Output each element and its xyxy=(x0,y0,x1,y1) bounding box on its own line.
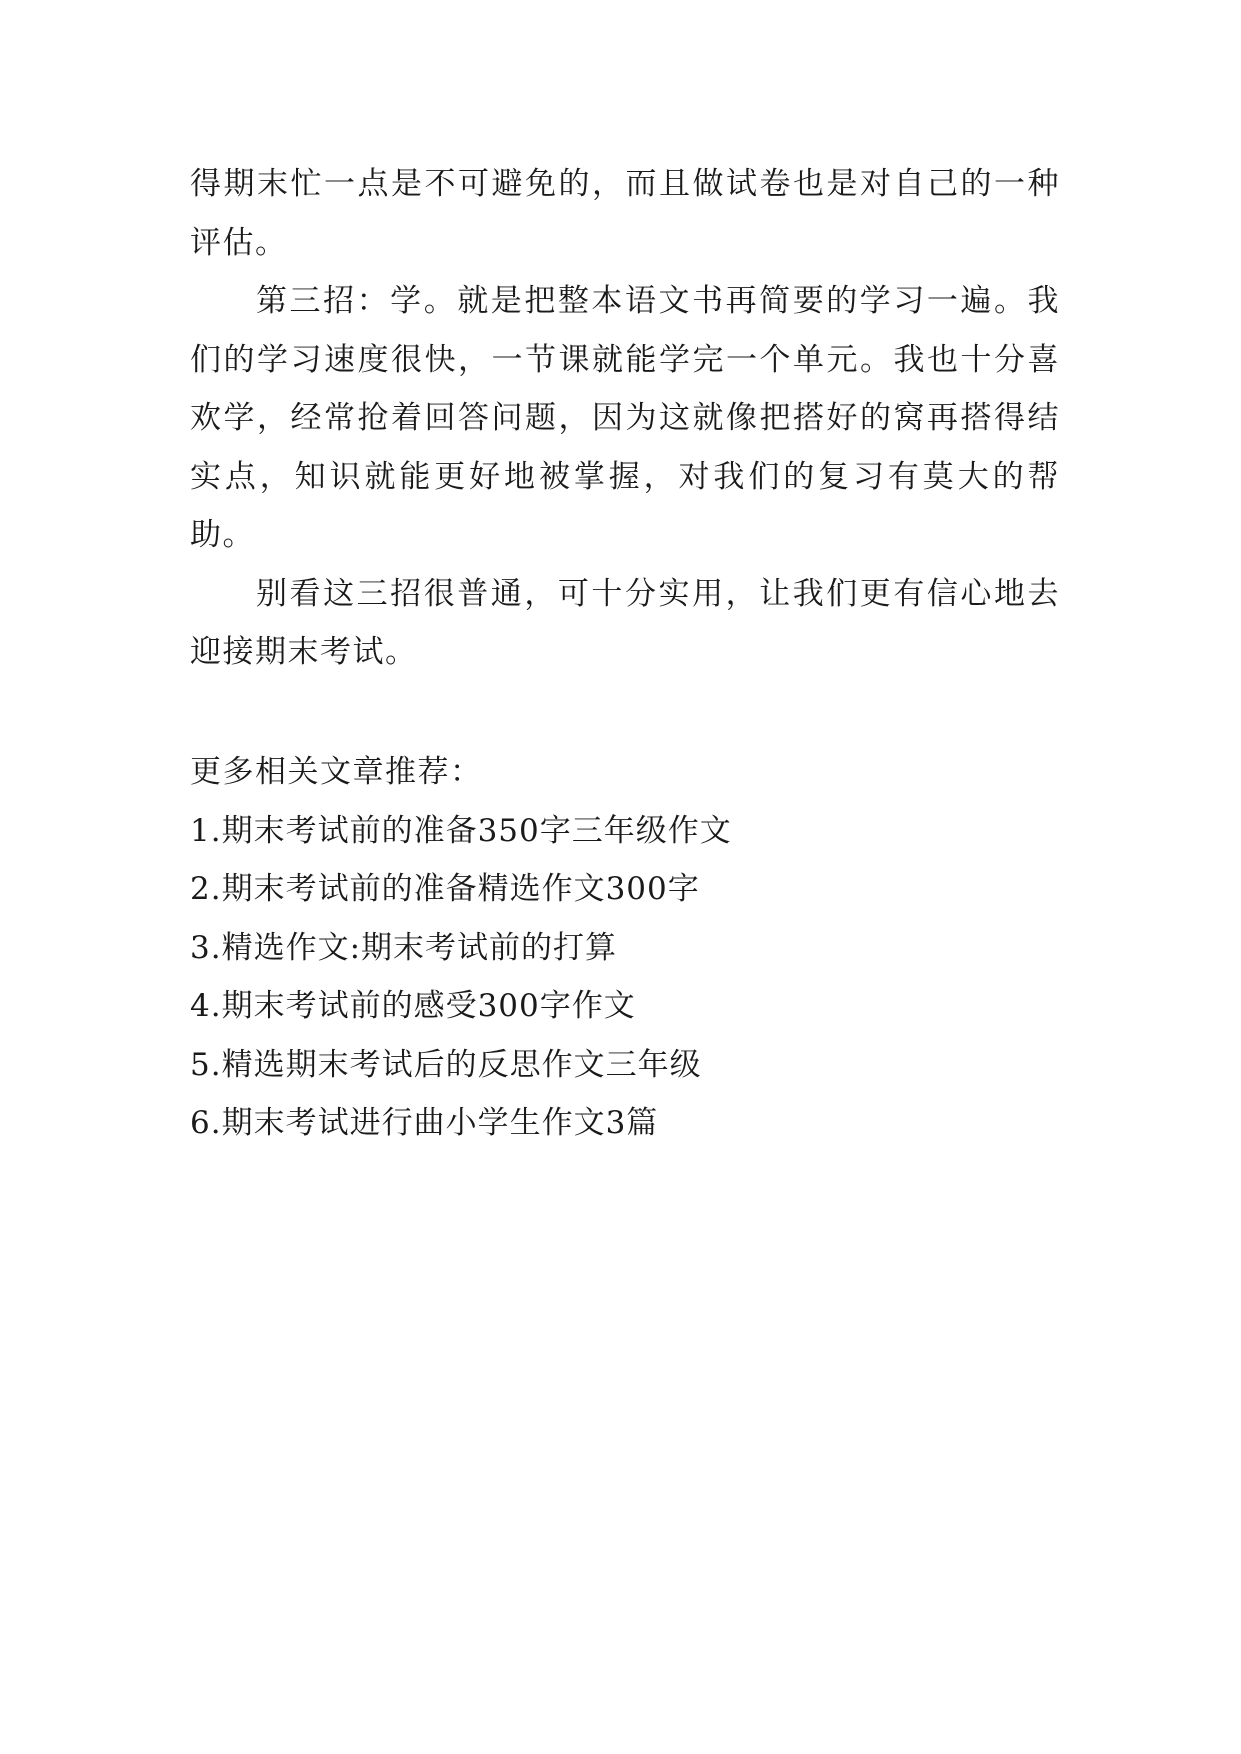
article-paragraph-2: 第三招：学。就是把整本语文书再简要的学习一遍。我们的学习速度很快，一节课就能学完一个单元。我也十分喜欢学，经常抢着回答问题，因为这就像把搭好的窝再搭得结实点，知识就能更好地被掌握，对我们的复习有莫大的帮助。 xyxy=(190,283,1060,553)
related-articles-list xyxy=(190,802,1060,1153)
related-articles-title: 更多相关文章推荐： xyxy=(190,754,483,790)
article-body xyxy=(190,155,1060,682)
related-article-link-6[interactable]: 6.期末考试进行曲小学生作文3篇 xyxy=(190,1105,659,1141)
related-article-link-3[interactable]: 3.精选作文:期末考试前的打算 xyxy=(190,929,618,966)
related-article-link-5[interactable]: 5.精选期末考试后的反思作文三年级 xyxy=(190,1046,702,1083)
article-paragraph-1: 得期末忙一点是不可避免的，而且做试卷也是对自己的一种评估。 xyxy=(190,166,1060,261)
article-paragraph-3: 别看这三招很普通，可十分实用，让我们更有信心地去迎接期末考试。 xyxy=(190,575,1060,670)
related-articles xyxy=(190,743,1060,1153)
related-article-link-1[interactable]: 1.期末考试前的准备350字三年级作文 xyxy=(190,812,732,849)
related-article-link-4[interactable]: 4.期末考试前的感受300字作文 xyxy=(190,988,636,1024)
related-article-link-2[interactable]: 2.期末考试前的准备精选作文300字 xyxy=(190,871,700,907)
